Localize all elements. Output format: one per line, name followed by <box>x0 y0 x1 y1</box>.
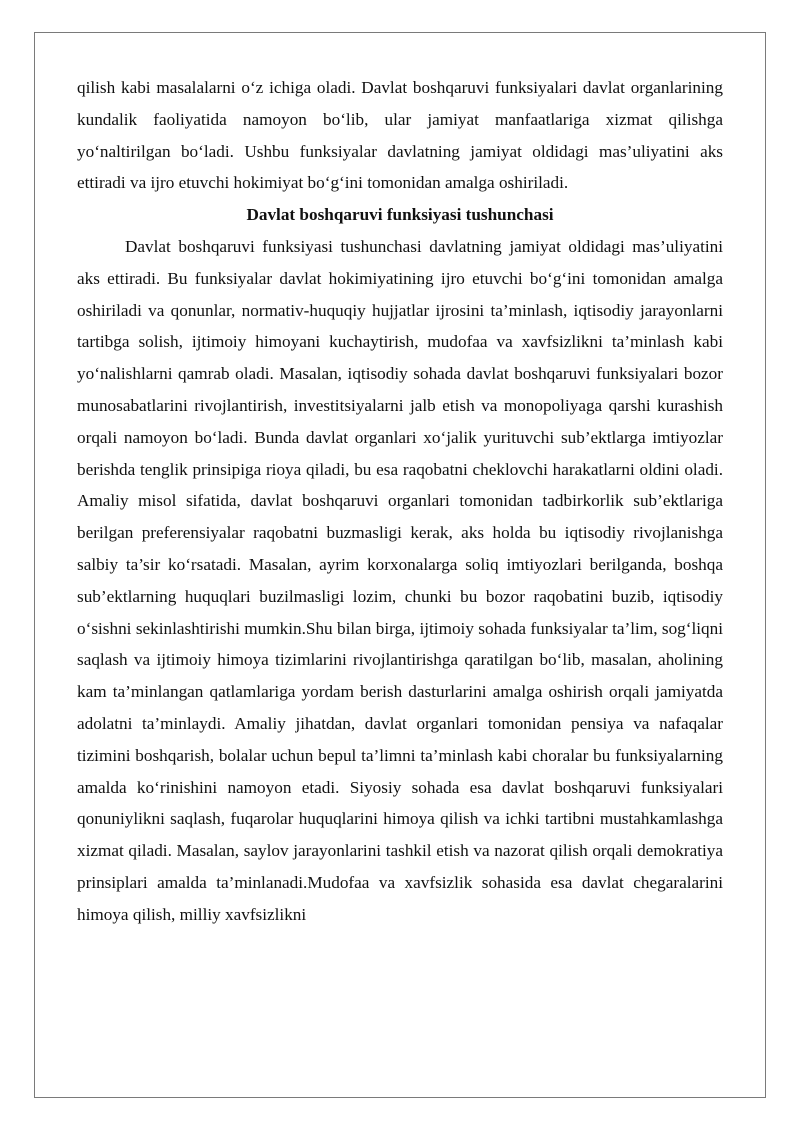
paragraph-continuation: qilish kabi masalalarni o‘z ichiga oladi. Davlat boshqaruvi funksiyalari davlat organlarining kundalik faoliyatida namoyon bo‘lib, ular jamiyat manfaatlariga xizmat qilishga yo‘naltirilgan bo‘ladi. Ushbu funksiyalar davlatning jamiyat oldidagi mas’uliyatini aks ettiradi va ijro etuvchi hokimiyat bo‘g‘ini tomonidan amalga oshiriladi. <box>77 78 723 193</box>
paragraph-main: Davlat boshqaruvi funksiyasi tushunchasi davlatning jamiyat oldidagi mas’uliyatini aks ettiradi. Bu funksiyalar davlat hokimiyatining ijro etuvchi bo‘g‘ini tomonidan amalga oshiriladi va qonunlar, normativ-huquqiy hujjatlar ijrosini ta’minlash, iqtisodiy jarayonlarni tartibga solish, ijtimoiy himoyani kuchaytirish, mudofaa va xavfsizlikni ta’minlash kabi yo‘nalishlarni qamrab oladi. Masalan, iqtisodiy sohada davlat boshqaruvi funksiyalari bozor munosabatlarini rivojlantirish, investitsiyalarni jalb etish va monopoliyaga qarshi kurashish orqali namoyon bo‘ladi. Bunda davlat organlari xo‘jalik yurituvchi sub’ektlarga imtiyozlar berishda tenglik prinsipiga rioya qiladi, bu esa raqobatni cheklovchi harakatlarni oldini oladi. Amaliy misol sifatida, davlat boshqaruvi organlari tomonidan tadbirkorlik sub’ektlariga berilgan preferensiyalar raqobatni buzmasligi kerak, aks holda bu iqtisodiy rivojlanishga salbiy ta’sir ko‘rsatadi. Masalan, ayrim korxonalarga soliq imtiyozlari berilganda, boshqa sub’ektlarning huquqlari buzilmasligi lozim, chunki bu bozor raqobatini buzib, iqtisodiy o‘sishni sekinlashtirishi mumkin.Shu bilan birga, ijtimoiy sohada funksiyalar ta’lim, sog‘liqni saqlash va ijtimoiy himoya tizimlarini rivojlantirishga qaratilgan bo‘lib, masalan, aholining kam ta’minlangan qatlamlariga yordam berish dasturlarini amalga oshirish orqali jamiyatda adolatni ta’minlaydi. Amaliy jihatdan, davlat organlari tomonidan pensiya va nafaqalar tizimini boshqarish, bolalar uchun bepul ta’limni ta’minlash kabi choralar bu funksiyalarning amalda ko‘rinishini namoyon etadi. Siyosiy sohada esa davlat boshqaruvi funksiyalari qonuniylikni saqlash, fuqarolar huquqlarini himoya qilish va ichki tartibni mustahkamlashga xizmat qiladi. Masalan, saylov jarayonlarini tashkil etish va nazorat qilish orqali demokratiya prinsiplari amalda ta’minlanadi.Mudofaa va xavfsizlik sohasida esa davlat chegaralarini himoya qilish, milliy xavfsizlikni <box>77 236 723 924</box>
section-heading: Davlat boshqaruvi funksiyasi tushunchasi <box>246 205 554 225</box>
document-body <box>77 72 723 931</box>
